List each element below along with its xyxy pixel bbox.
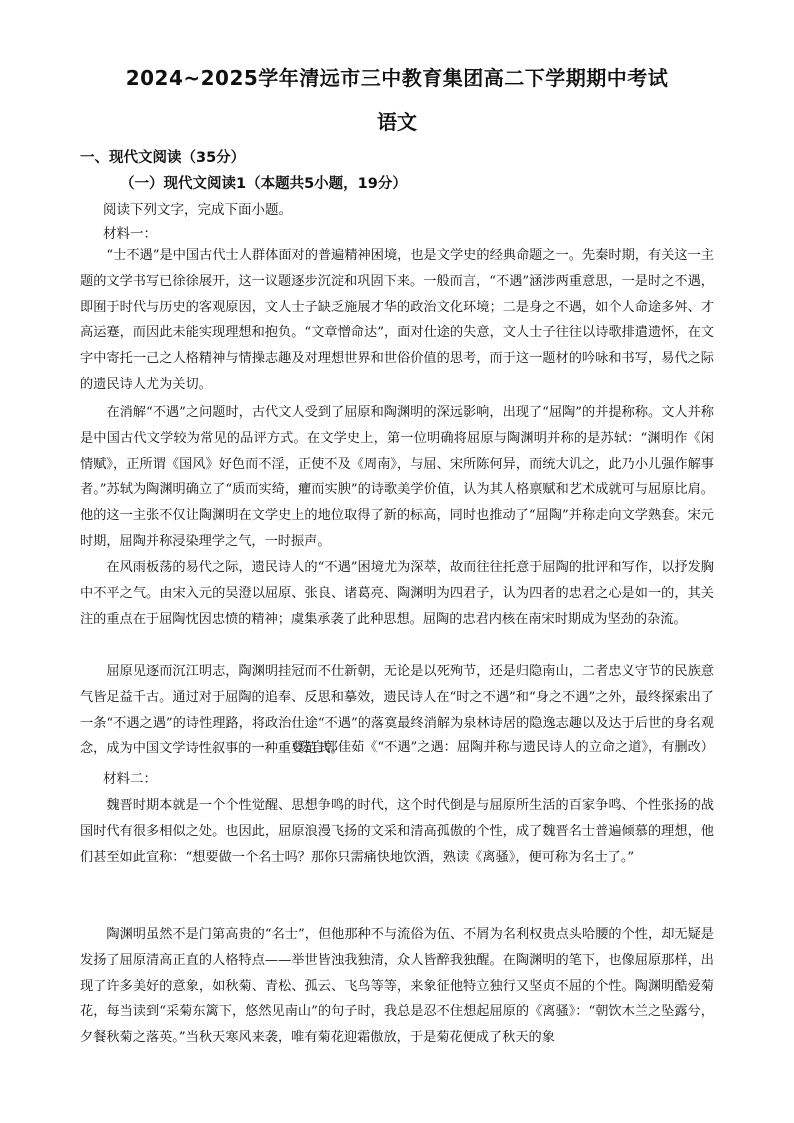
- material-one-paragraph: 屈原见逐而沉江明志，陶渊明挂冠而不仕新朝，无论是以死殉节，还是归隐南山，二者忠义守节的民族意气皆足益千古。通过对于屈陶的追奉、反思和摹效，遗民诗人在“时之不遇”和“身之不遇”之外，最终探索出了一条“不遇之遇”的诗性理路，将政治仕途“不遇”的落寞最终消解为泉林诗居的隐逸志趣以及达于后世的身名观念，成为中国文学诗性叙事的一种重要范式。: [80, 664, 714, 757]
- material-one-source: （选自郭佳茹《“不遇”之遇：屈陶并称与遗民诗人的立命之道》，有删改）: [285, 740, 714, 755]
- instruction-text: 阅读下列文字，完成下面小题。: [103, 202, 292, 218]
- material-one-paragraph: 在消解“不遇”之问题时，古代文人受到了屈原和陶渊明的深远影响，出现了“屈陶”的并提称称。文人并称是中国古代文学较为常见的品评方式。在文学史上，第一位明确将屈原与陶渊明并称的是苏轼：“渊明作《闲情赋》，正所谓《国风》好色而不淫，正使不及《周南》，与屈、宋所陈何异，而统大讥之，此乃小儿强作解事者。”苏轼为陶渊明确立了“质而实绮，癯而实腴”的诗歌美学价值，认为其人格禀赋和艺术成就可与屈原比肩。他的这一主张不仅让陶渊明在文学史上的地位取得了新的标高，同时也推动了“屈陶”并称走向文学熟套。宋元时期，屈陶并称浸染理学之气，一时振声。: [80, 405, 714, 549]
- material-two-paragraph: 陶渊明虽然不是门第高贵的“名士”，但他那种不与流俗为伍、不屑为名利权贵点头哈腰的个性，却无疑是发扬了屈原清高正直的人格特点——举世皆浊我独清，众人皆醉我独醒。在陶渊明的笔下，也像屈原那样，出现了许多美好的意象，如秋菊、青松、孤云、飞鸟等等，来象征他特立独行又坚贞不屈的个性。陶渊明酷爱菊花，每当读到“采菊东篱下，悠然见南山”的句子时，我总是忍不住想起屈原的《离骚》：“朝饮木兰之坠露兮，夕餐秋菊之落英。”当秋天寒风来袭，唯有菊花迎霜傲放，于是菊花便成了秋天的象: [80, 927, 714, 1046]
- material-one-paragraph: “士不遇”是中国古代士人群体面对的普遍精神困境，也是文学史的经典命题之一。先秦时期，有关这一主题的文学书写已徐徐展开，这一议题逐步沉淀和巩固下来。一般而言，“不遇”涵涉两重意思，一是时之不遇，即囿于时代与历史的客观原因，文人士子缺乏施展才华的政治文化环境；二是身之不遇，如个人命途多舛、才高运蹇，而因此未能实现理想和抱负。“文章憎命达”，面对仕途的失意，文人士子往往以诗歌排遣遗怀，在文字中寄托一己之人格精神与情操志趣及对理想世界和世俗价值的思考，而于这一题材的吟咏和书写，易代之际的遗民诗人尤为关切。: [80, 248, 714, 392]
- material-one-label: 材料一：: [103, 226, 157, 242]
- exam-title: 2024~2025学年清远市三中教育集团高二下学期期中考试: [125, 66, 669, 90]
- subject-title: 语文: [377, 110, 417, 134]
- section-heading: 一、现代文阅读（35分）: [80, 150, 246, 166]
- material-two-paragraph: 魏晋时期本就是一个个性觉醒、思想争鸣的时代，这个时代倒是与屈原所生活的百家争鸣、个性张扬的战国时代有很多相似之处。也因此，屈原浪漫飞扬的文采和清高孤傲的个性，成了魏晋名士普遍倾慕的理想，他们甚至如此宣称：“想要做一个名士吗？那你只需痛快地饮酒，熟读《离骚》，便可称为名士了。”: [80, 798, 714, 865]
- material-two-label: 材料二：: [103, 771, 157, 787]
- subsection-heading: （一）现代文阅读1（本题共5小题，19分）: [120, 176, 407, 192]
- material-one-paragraph: 在风雨板荡的易代之际，遗民诗人的“不遇”困境尤为深萃，故而往往托意于屈陶的批评和写作，以抒发胸中不平之气。由宋入元的吴澄以屈原、张良、诸葛亮、陶渊明为四君子，认为四者的忠君之心是如一的，其关注的重点在于屈陶忱因忠愤的精神；虞集承袭了此种思想。屈陶的忠君内核在南宋时期成为坚劲的杂流。: [80, 560, 714, 627]
